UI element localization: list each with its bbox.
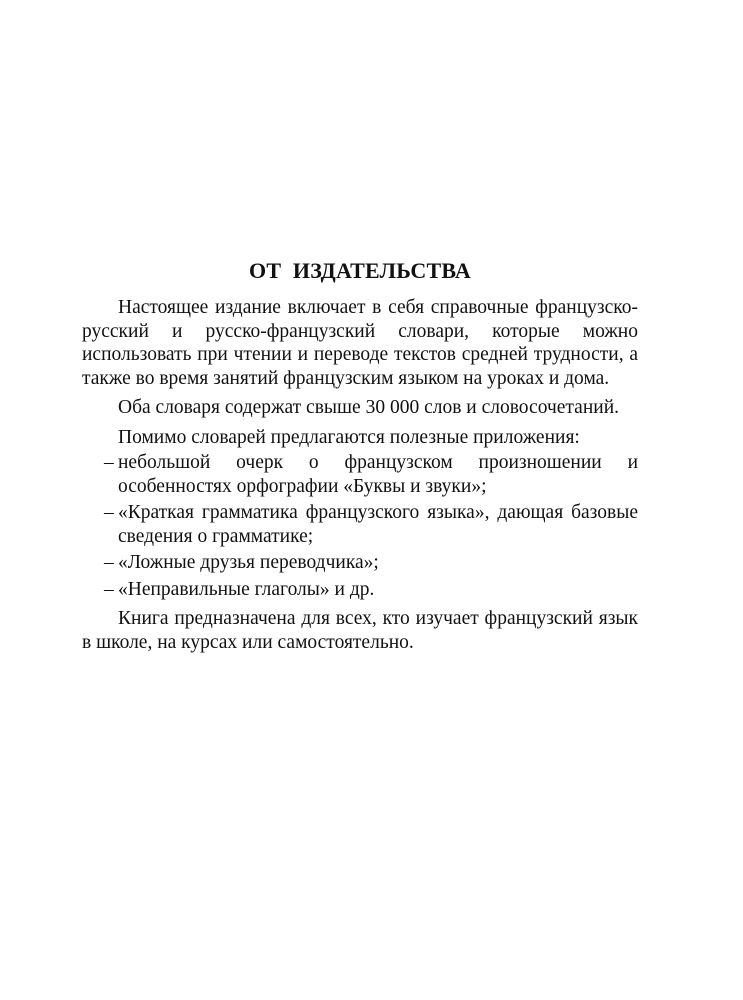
appendices-list (82, 451, 638, 601)
list-item (82, 501, 638, 548)
volume-paragraph: Оба словаря содержат свыше 30 000 слов и словосочетаний. (118, 397, 620, 418)
appendices-intro: Помимо словарей предлагаются полезные приложения: (118, 426, 580, 448)
list-item-text: «Неправильные глаголы» и др. (118, 578, 375, 600)
list-item (82, 451, 638, 498)
list-item (82, 578, 638, 602)
list-item-text: «Краткая грамматика французского языка», дающая базовые сведения о грамматике; (118, 502, 638, 547)
page-title: ОТ ИЗДАТЕЛЬСТВА (249, 258, 471, 283)
intro-paragraph: Настоящее издание включает в себя справочные французско-русский и русско-французский словари, которые можно использовать при чтении и переводе текстов средней трудности, а также во время занятий французским языком на уроках и дома. (82, 297, 638, 389)
list-item-text: небольшой очерк о французском произношении и особенностях орфографии «Буквы и звуки»; (118, 452, 638, 497)
list-marker: – (104, 578, 114, 600)
list-marker: – (104, 502, 114, 523)
document-page (82, 258, 638, 654)
list-item (82, 551, 638, 575)
list-item-text: «Ложные друзья переводчика»; (118, 552, 379, 573)
audience-paragraph: Книга предназначена для всех, кто изучает французский язык в школе, на курсах или самостоятельно. (82, 608, 638, 653)
list-marker: – (104, 452, 114, 473)
list-marker: – (104, 552, 114, 573)
